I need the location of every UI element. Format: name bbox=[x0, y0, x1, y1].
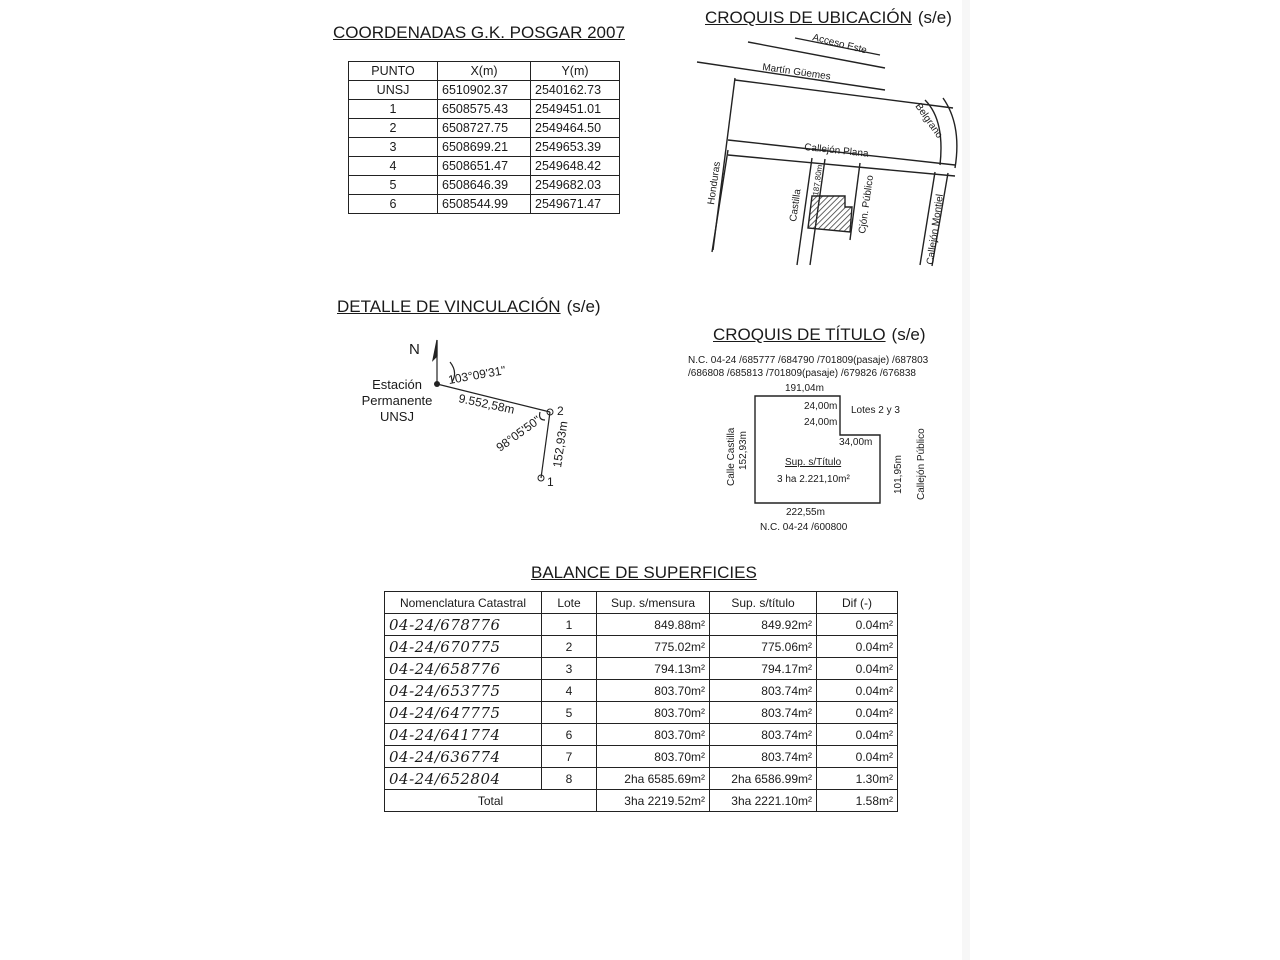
angle-label: 98°05'50" bbox=[493, 412, 544, 455]
handwritten-cell: 04-24/670775 bbox=[385, 636, 542, 658]
table-cell: 6 bbox=[542, 724, 597, 746]
table-cell: 849.88m² bbox=[597, 614, 710, 636]
column-header: Lote bbox=[542, 592, 597, 614]
table-cell: 2 bbox=[349, 119, 438, 138]
table-cell: 1 bbox=[542, 614, 597, 636]
table-cell: 0.04m² bbox=[817, 680, 898, 702]
handwritten-cell: 04-24/641774 bbox=[385, 724, 542, 746]
street-label: Callejón Plana bbox=[803, 142, 869, 160]
title-sketch-title bbox=[713, 325, 926, 345]
table-cell: 775.06m² bbox=[710, 636, 817, 658]
table-row bbox=[385, 636, 898, 658]
table-row bbox=[385, 680, 898, 702]
column-header: PUNTO bbox=[349, 62, 438, 81]
table-cell: 803.74m² bbox=[710, 680, 817, 702]
column-header: X(m) bbox=[438, 62, 531, 81]
table-cell: 4 bbox=[349, 157, 438, 176]
table-cell: 0.04m² bbox=[817, 614, 898, 636]
table-cell: 0.04m² bbox=[817, 746, 898, 768]
street-label: Cjón. Público bbox=[857, 174, 877, 235]
column-header: Sup. s/título bbox=[710, 592, 817, 614]
table-row bbox=[385, 768, 898, 790]
table-cell: 3 bbox=[542, 658, 597, 680]
vinculation-scale: (s/e) bbox=[566, 297, 601, 316]
street-label: Callejón Público bbox=[916, 428, 927, 500]
page-edge bbox=[962, 0, 970, 960]
table-cell: 849.92m² bbox=[710, 614, 817, 636]
dimension-label: 101,95m bbox=[893, 455, 904, 494]
dimension-label: 34,00m bbox=[839, 437, 873, 448]
column-header: Dif (-) bbox=[817, 592, 898, 614]
table-row bbox=[385, 724, 898, 746]
distance-label: 9.552,58m bbox=[457, 391, 516, 417]
table-row bbox=[385, 746, 898, 768]
handwritten-cell: 04-24/636774 bbox=[385, 746, 542, 768]
handwritten-cell: 04-24/653775 bbox=[385, 680, 542, 702]
table-cell: 6508699.21 bbox=[438, 138, 531, 157]
vinculation-title-text: DETALLE DE VINCULACIÓN bbox=[337, 297, 561, 316]
table-cell: 1.30m² bbox=[817, 768, 898, 790]
table-cell: 0.04m² bbox=[817, 702, 898, 724]
table-cell: 2540162.73 bbox=[531, 81, 620, 100]
distance-label: 152,93m bbox=[550, 420, 571, 469]
table-row bbox=[385, 658, 898, 680]
table-cell: 3ha 2221.10m² bbox=[710, 790, 817, 812]
street-label: Martín Güemes bbox=[761, 62, 832, 83]
table-cell: 7 bbox=[542, 746, 597, 768]
point-label: 1 bbox=[547, 475, 554, 489]
table-cell: 3ha 2219.52m² bbox=[597, 790, 710, 812]
table-cell: 4 bbox=[542, 680, 597, 702]
handwritten-cell: 04-24/678776 bbox=[385, 614, 542, 636]
table-cell: 803.74m² bbox=[710, 746, 817, 768]
table-header-row bbox=[385, 592, 898, 614]
table-cell: 803.70m² bbox=[597, 702, 710, 724]
table-cell: 2549671.47 bbox=[531, 195, 620, 214]
dimension-label: 24,00m bbox=[804, 401, 838, 412]
dimension-label: 24,00m bbox=[804, 417, 838, 428]
angle-label: 103°09'31" bbox=[447, 363, 507, 387]
table-cell: 803.74m² bbox=[710, 724, 817, 746]
nc-line: N.C. 04-24 /600800 bbox=[760, 522, 848, 533]
location-sketch-scale: (s/e) bbox=[917, 8, 952, 27]
point-label: 2 bbox=[557, 404, 564, 418]
table-cell: 0.04m² bbox=[817, 724, 898, 746]
table-cell: 6510902.37 bbox=[438, 81, 531, 100]
total-row bbox=[385, 790, 898, 812]
table-cell: UNSJ bbox=[349, 81, 438, 100]
table-cell: 5 bbox=[349, 176, 438, 195]
nc-line: N.C. 04-24 /685777 /684790 /701809(pasaje) /687803 bbox=[688, 355, 929, 366]
table-cell: 2549648.42 bbox=[531, 157, 620, 176]
table-cell: 2 bbox=[542, 636, 597, 658]
table-cell: 0.04m² bbox=[817, 636, 898, 658]
table-cell: 803.74m² bbox=[710, 702, 817, 724]
street-label: Callejón Montiel bbox=[925, 193, 946, 266]
total-label: Total bbox=[385, 790, 597, 812]
table-cell: 803.70m² bbox=[597, 746, 710, 768]
table-cell: 6508575.43 bbox=[438, 100, 531, 119]
handwritten-cell: 04-24/647775 bbox=[385, 702, 542, 724]
lot-hatched bbox=[808, 196, 852, 232]
table-row bbox=[385, 614, 898, 636]
dimension-label: 187,80m bbox=[811, 164, 825, 197]
table-cell: 2549682.03 bbox=[531, 176, 620, 195]
street-label: Honduras bbox=[706, 160, 724, 206]
balance-table bbox=[384, 591, 898, 812]
street-label: Acceso Este bbox=[811, 32, 868, 57]
title-sketch-scale: (s/e) bbox=[891, 325, 926, 344]
table-cell: 6508544.99 bbox=[438, 195, 531, 214]
table-cell: 8 bbox=[542, 768, 597, 790]
table-cell: 6508646.39 bbox=[438, 176, 531, 195]
station-label-line: Permanente bbox=[361, 393, 433, 408]
surface-label: Sup. s/Título bbox=[785, 457, 842, 468]
table-cell: 6 bbox=[349, 195, 438, 214]
surface-value: 3 ha 2.221,10m² bbox=[777, 474, 850, 485]
table-cell: 775.02m² bbox=[597, 636, 710, 658]
table-cell: 1 bbox=[349, 100, 438, 119]
table-cell: 2549653.39 bbox=[531, 138, 620, 157]
station-label-line: Estación bbox=[372, 377, 422, 392]
table-cell: 803.70m² bbox=[597, 724, 710, 746]
north-label: N bbox=[409, 341, 420, 358]
vinculation-title bbox=[337, 297, 601, 317]
street-label: Castilla bbox=[788, 188, 804, 223]
column-header: Nomenclatura Catastral bbox=[385, 592, 542, 614]
coordinates-title: COORDENADAS G.K. POSGAR 2007 bbox=[333, 23, 625, 42]
column-header: Y(m) bbox=[531, 62, 620, 81]
handwritten-cell: 04-24/652804 bbox=[385, 768, 542, 790]
table-cell: 6508727.75 bbox=[438, 119, 531, 138]
balance-title: BALANCE DE SUPERFICIES bbox=[531, 563, 757, 582]
street-label: Belgrano bbox=[912, 101, 945, 141]
table-cell: 5 bbox=[542, 702, 597, 724]
table-cell: 6508651.47 bbox=[438, 157, 531, 176]
table-cell: 3 bbox=[349, 138, 438, 157]
nc-line: /686808 /685813 /701809(pasaje) /679826 /676838 bbox=[688, 368, 916, 379]
column-header: Sup. s/mensura bbox=[597, 592, 710, 614]
table-cell: 2549464.50 bbox=[531, 119, 620, 138]
table-row bbox=[385, 702, 898, 724]
station-label-line: UNSJ bbox=[380, 409, 414, 424]
street-label: Calle Castilla bbox=[726, 427, 737, 486]
table-cell: 1.58m² bbox=[817, 790, 898, 812]
handwritten-cell: 04-24/658776 bbox=[385, 658, 542, 680]
station-label bbox=[356, 377, 438, 425]
table-cell: 794.17m² bbox=[710, 658, 817, 680]
table-cell: 794.13m² bbox=[597, 658, 710, 680]
location-sketch-title-text: CROQUIS DE UBICACIÓN bbox=[705, 8, 912, 27]
dimension-label: 222,55m bbox=[786, 507, 825, 518]
dimension-label: 191,04m bbox=[785, 383, 824, 394]
dimension-label: 152,93m bbox=[738, 431, 749, 470]
table-cell: 2549451.01 bbox=[531, 100, 620, 119]
table-cell: 2ha 6586.99m² bbox=[710, 768, 817, 790]
table-cell: 2ha 6585.69m² bbox=[597, 768, 710, 790]
table-cell: 0.04m² bbox=[817, 658, 898, 680]
table-cell: 803.70m² bbox=[597, 680, 710, 702]
lotes-label: Lotes 2 y 3 bbox=[851, 405, 900, 416]
title-sketch-title-text: CROQUIS DE TÍTULO bbox=[713, 325, 886, 344]
